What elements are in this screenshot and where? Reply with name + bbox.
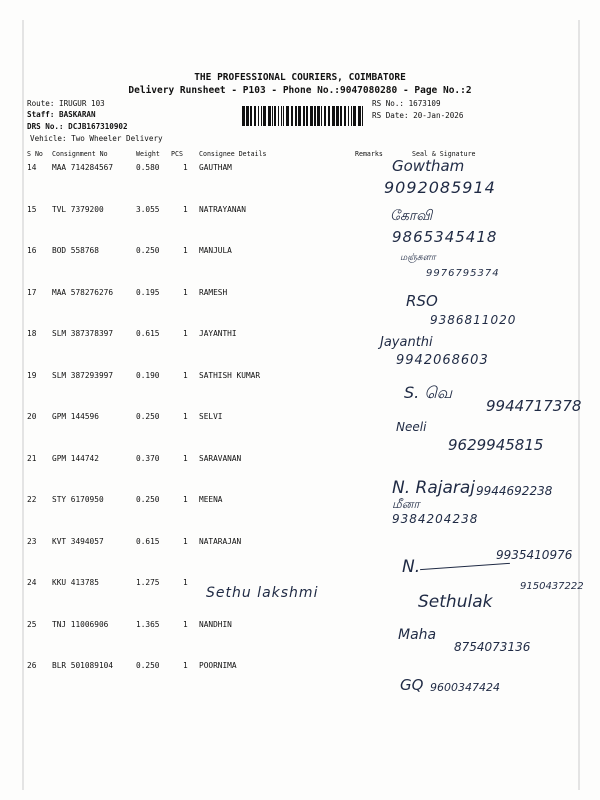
cell-consignment: MAA 714284567 — [52, 163, 114, 172]
handwritten-phone-24: 9150437222 — [520, 581, 584, 592]
cell-pcs: 1 — [183, 246, 188, 255]
table-row — [0, 163, 600, 205]
handwritten-name-17: RSO — [406, 292, 438, 310]
cell-consignment: SLM 387293997 — [52, 370, 114, 380]
handwritten-phone2-22: 9384204238 — [392, 512, 479, 526]
col-remarks: Remarks — [355, 150, 383, 158]
handwritten-phone-19: 9944717378 — [486, 397, 582, 415]
col-pcs: PCS — [171, 150, 183, 158]
cell-consignment: GPM 144742 — [52, 453, 99, 463]
cell-sno: 15 — [27, 204, 37, 214]
handwritten-phone-23: 9935410976 — [496, 548, 573, 562]
cell-weight: 0.615 — [136, 536, 160, 546]
cell-weight: 1.365 — [136, 619, 160, 629]
company-title: THE PROFESSIONAL COURIERS, COIMBATORE — [194, 72, 406, 83]
staff-label: Staff: BASKARAN — [27, 110, 96, 119]
cell-consignment: KKU 413785 — [52, 578, 99, 587]
handwritten-name-23: N. — [402, 557, 421, 577]
cell-consignee: SARAVANAN — [199, 453, 242, 463]
handwritten-name-19: S. வெ — [404, 383, 453, 402]
handwritten-phone-26: 9600347424 — [430, 681, 500, 694]
handwritten-name-16: மஞ்சுளா — [400, 253, 436, 263]
cell-pcs: 1 — [183, 204, 188, 214]
cell-sno: 25 — [27, 619, 37, 629]
cell-consignee: NATARAJAN — [199, 536, 242, 546]
cell-weight: 0.250 — [136, 661, 160, 670]
cell-consignee: MANJULA — [199, 246, 232, 255]
cell-pcs: 1 — [183, 619, 188, 629]
cell-weight: 0.580 — [136, 163, 160, 172]
cell-sno: 21 — [27, 453, 37, 463]
cell-pcs: 1 — [183, 453, 188, 463]
handwritten-name-22: N. Rajaraj — [392, 478, 476, 498]
cell-pcs: 1 — [183, 578, 188, 587]
cell-consignment: STY 6170950 — [52, 495, 104, 504]
handwritten-phone-15: 9865345418 — [392, 228, 498, 246]
cell-consignment: GPM 144596 — [52, 412, 99, 421]
handwritten-phone-14: 9092085914 — [384, 178, 496, 197]
cell-sno: 17 — [27, 287, 37, 297]
cell-consignment: BOD 558768 — [52, 246, 99, 255]
cell-weight: 0.195 — [136, 287, 160, 297]
cell-consignee: JAYANTHI — [199, 329, 237, 338]
table-row — [0, 205, 600, 247]
runsheet-title: Delivery Runsheet - P103 - Phone No.:9047080280 - Page No.:2 — [128, 85, 472, 96]
col-consignee: Consignee Details — [199, 150, 267, 158]
table-row — [0, 495, 600, 537]
handwritten-extra-22: மீனா — [392, 497, 420, 511]
drs-label: DRS No.: DCJB167310902 — [27, 122, 128, 131]
cell-sno: 22 — [27, 495, 37, 504]
cell-pcs: 1 — [183, 329, 188, 338]
cell-consignee: SELVI — [199, 412, 223, 421]
cell-weight: 0.190 — [136, 370, 160, 380]
cell-consignment: SLM 387378397 — [52, 329, 114, 338]
cell-pcs: 1 — [183, 536, 188, 546]
cell-pcs: 1 — [183, 495, 188, 504]
cell-consignee: POORNIMA — [199, 661, 237, 670]
vehicle-label: Vehicle: Two Wheeler Delivery — [30, 134, 163, 143]
handwritten-name-26: GQ — [400, 676, 424, 694]
cell-weight: 0.615 — [136, 329, 160, 338]
handwritten-name-20: Neeli — [396, 420, 427, 434]
handwritten-phone-17: 9386811020 — [430, 313, 517, 327]
col-seal-signature: Seal & Signature — [412, 150, 476, 158]
cell-consignment: MAA 578276276 — [52, 287, 114, 297]
handwritten-remark-24: Sethu lakshmi — [206, 585, 319, 601]
handwritten-name-14: Gowtham — [392, 157, 465, 175]
table-row — [0, 329, 600, 371]
cell-consignee: NANDHIN — [199, 619, 232, 629]
handwritten-name-24: Sethulak — [418, 592, 493, 612]
barcode-image — [242, 106, 366, 126]
cell-weight: 0.370 — [136, 453, 160, 463]
cell-sno: 24 — [27, 578, 37, 587]
cell-consignment: BLR 501089104 — [52, 661, 114, 670]
cell-consignee: MEENA — [199, 495, 223, 504]
handwritten-name-18: Jayanthi — [380, 335, 433, 350]
handwritten-phone-16: 9976795374 — [426, 268, 500, 279]
cell-weight: 1.275 — [136, 578, 160, 587]
handwritten-phone-25: 8754073136 — [454, 640, 531, 654]
cell-sno: 19 — [27, 370, 37, 380]
rs-number: RS No.: 1673109 — [372, 99, 441, 108]
cell-sno: 26 — [27, 661, 37, 670]
cell-consignment: KVT 3494057 — [52, 536, 104, 546]
col-sno: S No — [27, 150, 43, 158]
cell-sno: 20 — [27, 412, 37, 421]
cell-pcs: 1 — [183, 163, 188, 172]
cell-weight: 0.250 — [136, 412, 160, 421]
table-row — [0, 661, 600, 703]
cell-sno: 16 — [27, 246, 37, 255]
handwritten-name-15: கோவி — [390, 208, 433, 224]
rs-date: RS Date: 20-Jan-2026 — [372, 111, 464, 120]
cell-sno: 23 — [27, 536, 37, 546]
cell-pcs: 1 — [183, 370, 188, 380]
cell-consignment: TVL 7379200 — [52, 204, 104, 214]
cell-consignee: SATHISH KUMAR — [199, 370, 261, 380]
cell-consignee: GAUTHAM — [199, 163, 232, 172]
cell-sno: 14 — [27, 163, 37, 172]
cell-consignee: NATRAYANAN — [199, 204, 246, 214]
col-consignment: Consignment No — [52, 150, 108, 158]
cell-weight: 0.250 — [136, 495, 160, 504]
cell-consignment: TNJ 11006906 — [52, 619, 109, 629]
handwritten-name-25: Maha — [398, 627, 437, 643]
cell-weight: 0.250 — [136, 246, 160, 255]
cell-consignee: RAMESH — [199, 287, 228, 297]
handwritten-phone-20: 9629945815 — [448, 436, 544, 454]
cell-pcs: 1 — [183, 287, 188, 297]
cell-pcs: 1 — [183, 412, 188, 421]
handwritten-phone-22: 9944692238 — [476, 484, 553, 498]
route-label: Route: IRUGUR 103 — [27, 99, 105, 108]
col-weight: Weight — [136, 150, 160, 158]
cell-pcs: 1 — [183, 661, 188, 670]
cell-weight: 3.055 — [136, 204, 160, 214]
table-row — [0, 246, 600, 288]
cell-sno: 18 — [27, 329, 37, 338]
handwritten-phone-18: 9942068603 — [396, 353, 489, 368]
